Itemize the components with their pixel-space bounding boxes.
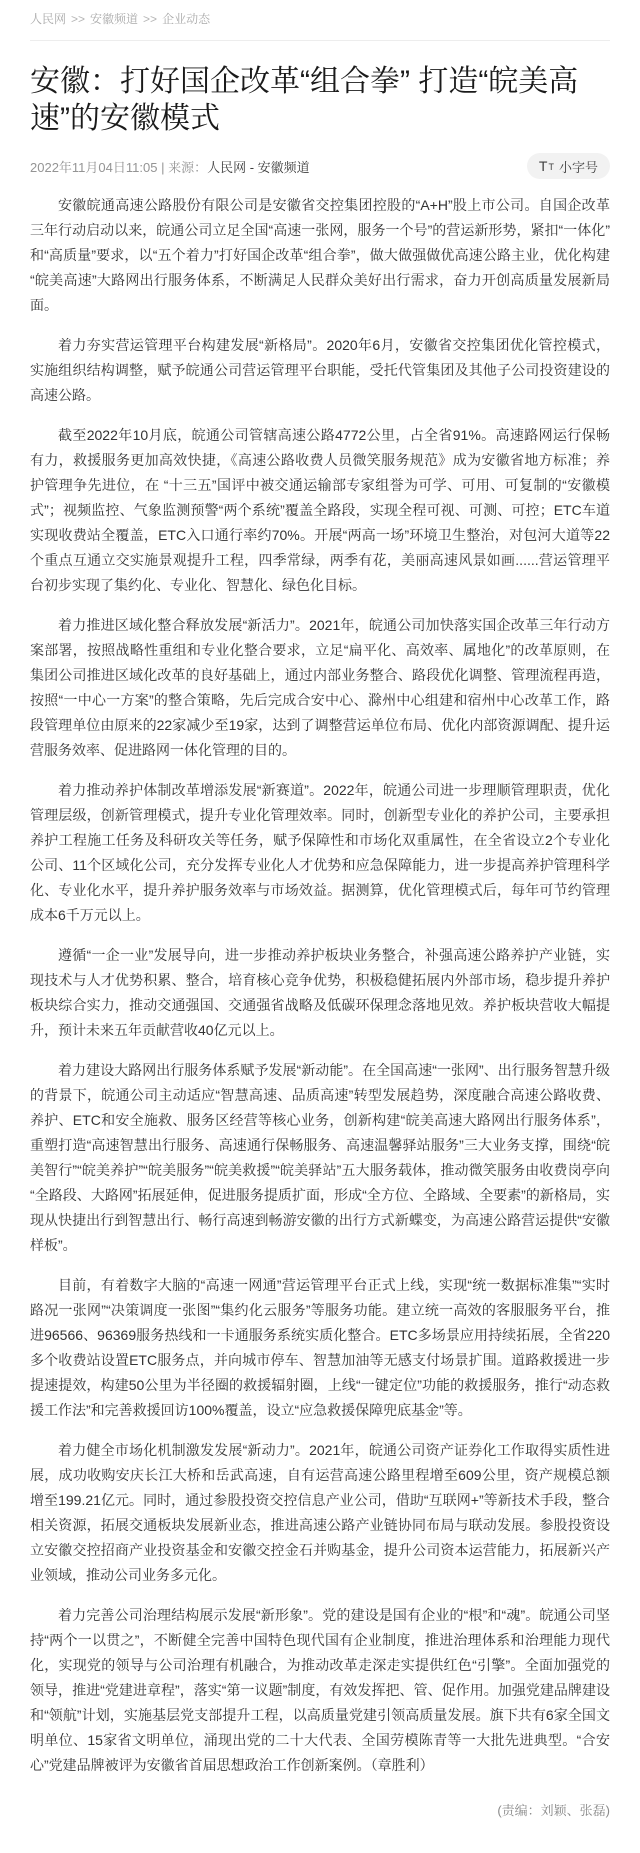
source-link[interactable]: 人民网 - 安徽频道 [207,159,310,175]
font-size-button[interactable] [527,153,610,179]
source-label: 来源： [168,159,208,175]
article-paragraph-6: 遵循“一企一业”发展导向，进一步推动养护板块业务整合，补强高速公路养护产业链，实现技术与人才优势积累、整合，培育核心竞争优势，积极稳健拓展内外部市场，稳步提升养护板块综合实力，推动交通强国、交通强省战略及低碳环保理念落地见效。养护板块营收大幅提升，预计未来五年贡献营收40亿元以上。 [30,947,610,1038]
article-paragraph-9: 着力健全市场化机制激发发展“新动力”。2021年，皖通公司资产证券化工作取得实质性进展，成功收购安庆长江大桥和岳武高速，自有运营高速公路里程增至609公里，资产规模总额增至199.21亿元。同时，通过参股投资交控信息产业公司，借助“互联网+”等新技术手段，整合相关资源，拓展交通板块发展新业态，推进高速公路产业链协同布局与联动发展。参股投资设立安徽交控招商产业投资基金和安徽交控金石并购基金，提升公司资本运营能力，拓展新兴产业领域，推动公司业务多元化。 [30,1442,610,1583]
font-size-button-label: 小字号 [558,159,598,175]
page-title: 安徽：打好国企改革“组合拳” 打造“皖美高速”的安徽模式 [30,65,579,135]
article-body [30,193,610,1778]
article-paragraph-5: 着力推动养护体制改革增添发展“新赛道”。2022年，皖通公司进一步理顺管理职责，优化管理层级，创新管理模式，提升专业化管理效率。同时，创新型专业化的养护公司，主要承担养护工程施工任务及科研攻关等任务，赋予保障性和市场化双重属性，在全省设立2个专业化公司、11个区域化公司，充分发挥专业化人才优势和应急保障能力，进一步提高养护管理科学化、专业化水平，提升养护服务效率与市场效益。据测算，优化管理模式后，每年可节约管理成本6千万元以上。 [30,782,610,923]
article-paragraph-1: 安徽皖通高速公路股份有限公司是安徽省交控集团控股的“A+H”股上市公司。自国企改革三年行动启动以来，皖通公司立足全国“高速一张网，服务一个号”的营运新形势，紧扣“一体化”和“高质量”要求，以“五个着力”打好国企改革“组合拳”，做大做强做优高速公路主业，优化构建“皖美高速”大路网出行服务体系，不断满足人民群众美好出行需求，奋力开创高质量发展新局面。 [30,197,610,313]
breadcrumb-separator: >> [143,12,158,26]
article-paragraph-4: 着力推进区域化整合释放发展“新活力”。2021年，皖通公司加快落实国企改革三年行动方案部署，按照战略性重组和专业化整合要求，立足“扁平化、高效率、属地化”的改革原则，在集团公司推进区域化改革的良好基础上，通过内部业务整合、路段优化调整、管理流程再造，按照“一中心一方案”的整合策略，先后完成合安中心、滁州中心组建和宿州中心改革工作，路段管理单位由原来的22家减少至19家，达到了调整营运单位布局、优化内部资源调配、提升运营服务效率、促进路网一体化管理的目的。 [30,617,610,758]
meta-separator: | [157,159,169,175]
breadcrumb-separator: >> [71,12,86,26]
article-paragraph-7: 着力建设大路网出行服务体系赋予发展“新动能”。在全国高速“一张网”、出行服务智慧升级的背景下，皖通公司主动适应“智慧高速、品质高速”转型发展趋势，深度融合高速公路收费、养护、ETC和安全施救、服务区经营等核心业务，创新构建“皖美高速大路网出行服务体系”，重塑打造“高速智慧出行服务、高速通行保畅服务、高速温馨驿站服务”三大业务支撑，围绕“皖美智行”“皖美养护”“皖美服务”“皖美救援”“皖美驿站”五大服务载体，推动微笑服务由收费岗亭向“全路段、大路网”拓展延伸，促进服务提质扩面，形成“全方位、全路域、全要素”的新格局，实现从快捷出行到智慧出行、畅行高速到畅游安徽的出行方式新蝶变，为高速公路营运提供“安徽样板”。 [30,1062,610,1253]
meta-row [30,153,610,179]
breadcrumb [30,10,610,28]
header-divider [30,40,610,41]
article-paragraph-3: 截至2022年10月底，皖通公司管辖高速公路4772公里，占全省91%。高速路网运行保畅有力，救援服务更加高效快捷，《高速公路收费人员微笑服务规范》成为安徽省地方标准；养护管理争先进位，在 “十三五”国评中被交通运输部专家组誉为可学、可用、可复制的“安徽模式”；视频监控、气象监测预警“两个系统”覆盖全路段，实现全程可视、可测、可控；ETC车道实现收费站全覆盖，ETC入口通行率约70%。开展“两高一场”环境卫生整治，对包河大道等22个重点互通立交实施景观提升工程，四季常绿，两季有花，美丽高速风景如画......营运管理平台初步实现了集约化、专业化、智慧化、绿色化目标。 [30,427,610,593]
breadcrumb-item-enterprise-news[interactable]: 企业动态 [162,12,211,26]
font-size-icon-small: T [548,162,554,172]
breadcrumb-item-anhui-channel[interactable]: 安徽频道 [90,12,139,26]
article-paragraph-8: 目前，有着数字大脑的“高速一网通”营运管理平台正式上线，实现“统一数据标准集”“实时路况一张网”“决策调度一张图”“集约化云服务”等服务功能。建立统一高效的客服服务平台，推进96566、96369服务热线和一卡通服务系统实质化整合。ETC多场景应用持续拓展，全省220多个收费站设置ETC服务点，并向城市停车、智慧加油等无感支付场景扩围。道路救援进一步提速提效，构建50公里为半径圈的救援辐射圈，上线“一键定位”功能的救援服务，推行“动态救援工作法”和完善救援回访100%覆盖，设立“应急救援保障兜底基金”等。 [30,1277,610,1418]
article-paragraph-2: 着力夯实营运管理平台构建发展“新格局”。2020年6月，安徽省交控集团优化管控模式，实施组织结构调整，赋予皖通公司营运管理平台职能，受托代管集团及其他子公司投资建设的高速公路。 [30,337,610,403]
article-meta [30,157,310,176]
breadcrumb-item-peoples-daily[interactable]: 人民网 [30,12,67,26]
article-paragraph-10: 着力完善公司治理结构展示发展“新形象”。党的建设是国有企业的“根”和“魂”。皖通公司坚持“两个一以贯之”，不断健全完善中国特色现代国有企业制度，推进治理体系和治理能力现代化，实现党的领导与公司治理有机融合，为推动改革走深走实提供红色“引擎”。全面加强党的领导，推进“党建进章程”，落实“第一议题”制度，有效发挥把、管、促作用。加强党建品牌建设和“领航”计划，实施基层党支部提升工程，以高质量党建引领高质量发展。旗下共有6家全国文明单位、15家省文明单位，涌现出党的二十大代表、全国劳模陈青等一大批先进典型。“合安心”党建品牌被评为安徽省首届思想政治工作创新案例。（章胜利） [30,1607,610,1773]
font-size-icon: T [538,158,548,174]
editor-credit: (责编：刘颖、张磊) [497,1803,610,1818]
publish-date: 2022年11月04日11:05 [30,159,158,175]
